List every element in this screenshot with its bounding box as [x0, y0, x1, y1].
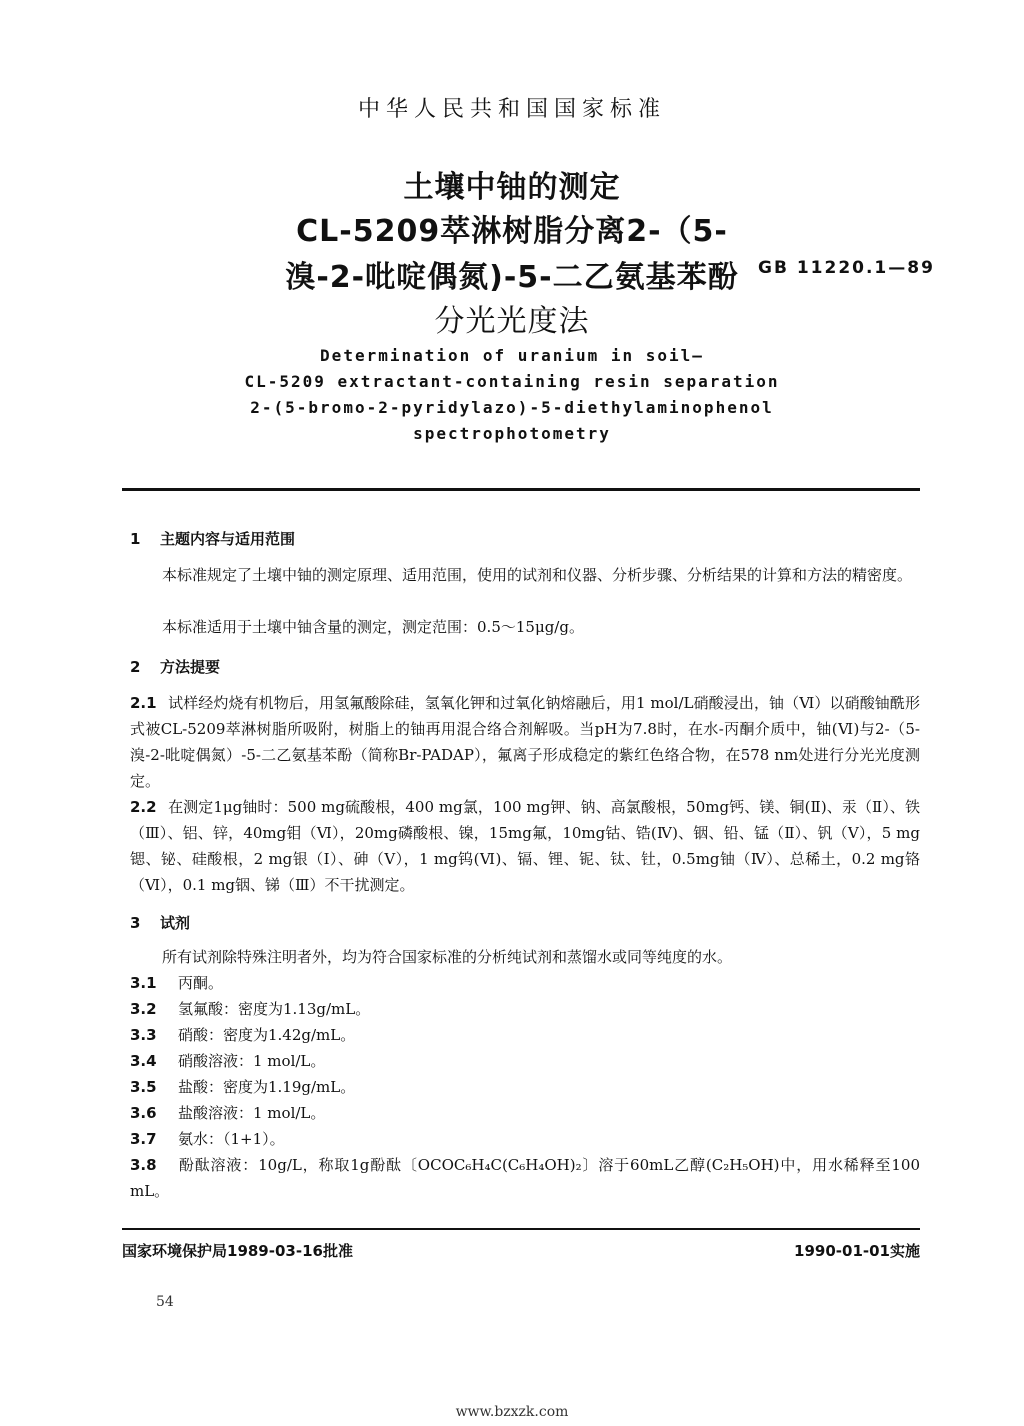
item-text: 氢氟酸：密度为1.13g/mL。 [178, 1000, 371, 1018]
page-number: 54 [156, 1294, 174, 1310]
reagent-item [130, 1126, 920, 1152]
website-watermark: www.bzxzk.com [455, 1404, 569, 1420]
reagent-item [130, 1022, 920, 1048]
section-1-heading [130, 528, 295, 549]
section-title: 试剂 [160, 914, 191, 932]
english-title-line-3: 2-(5-bromo-2-pyridylazo)-5-diethylaminophenol [250, 398, 774, 417]
item-number: 3.5 [130, 1078, 157, 1096]
effective-date: 1990-01-01实施 [794, 1242, 920, 1260]
item-number: 3.7 [130, 1130, 157, 1148]
clause-number: 2.2 [130, 798, 157, 816]
clause-2-1 [130, 690, 920, 794]
item-number: 3.1 [130, 974, 157, 992]
item-number: 3.4 [130, 1052, 157, 1070]
item-text: 硝酸：密度为1.42g/mL。 [178, 1026, 356, 1044]
section-2-heading [130, 656, 220, 677]
section-number: 2 [130, 658, 141, 676]
english-title-line-2: CL-5209 extractant-containing resin separation [244, 372, 780, 391]
item-number: 3.6 [130, 1104, 157, 1122]
reagent-item [130, 1100, 920, 1126]
footer-divider [122, 1228, 920, 1230]
title-line-2: CL-5209萃淋树脂分离2-（5- [296, 214, 728, 249]
item-text: 盐酸：密度为1.19g/mL。 [178, 1078, 356, 1096]
item-number: 3.3 [130, 1026, 157, 1044]
section-number: 3 [130, 914, 141, 932]
item-text: 丙酮。 [178, 974, 224, 992]
item-text: 硝酸溶液：1 mol/L。 [178, 1052, 326, 1070]
clause-text: 在测定1μg铀时：500 mg硫酸根，400 mg氯，100 mg钾、钠、高氯酸根，50mg钙、镁、铜(Ⅱ)、汞（Ⅱ）、铁（Ⅲ）、铝、锌，40mg钼（Ⅵ），20mg磷酸根、镍，15mg氟，10mg钴、锆(Ⅳ)、铟、铅、锰（Ⅱ）、钒（Ⅴ），5 mg锶、铋、硅酸根，2 mg银（Ⅰ）、砷（Ⅴ），1 mg钨(Ⅵ)、镉、锂、铌、钛、钍，0.5mg铀（Ⅳ）、总稀土，0.2 mg铬（Ⅵ），0.1 mg铟、锑（Ⅲ）不干扰测定。 [130, 798, 920, 894]
section-number: 1 [130, 530, 141, 548]
english-title-line-4: spectrophotometry [413, 424, 611, 443]
section-title: 主题内容与适用范围 [160, 530, 296, 548]
title-line-4: 分光光度法 [434, 304, 590, 339]
section-title: 方法提要 [160, 658, 221, 676]
item-number: 3.2 [130, 1000, 157, 1018]
approval-date: 国家环境保护局1989-03-16批准 [122, 1242, 353, 1260]
english-title-line-1: Determination of uranium in soil— [320, 346, 704, 365]
item-text: 盐酸溶液：1 mol/L。 [178, 1104, 326, 1122]
clause-2-2 [130, 794, 920, 898]
reagent-item [130, 1048, 920, 1074]
clause-number: 2.1 [130, 694, 157, 712]
reagent-item [130, 996, 920, 1022]
title-divider [122, 488, 920, 491]
standard-number: GB 11220.1—89 [758, 258, 935, 278]
item-number: 3.8 [130, 1156, 157, 1174]
section-1-paragraph-2: 本标准适用于土壤中铀含量的测定，测定范围：0.5～15μg/g。 [162, 618, 584, 636]
reagent-item [130, 970, 920, 996]
title-line-3: 溴-2-吡啶偶氮)-5-二乙氨基苯酚 [285, 260, 739, 295]
title-line-1: 土壤中铀的测定 [403, 170, 621, 205]
clause-text: 试样经灼烧有机物后，用氢氟酸除硅，氢氧化钾和过氧化钠熔融后，用1 mol/L硝酸浸出，铀（Ⅵ）以硝酸铀酰形式被CL-5209萃淋树脂所吸附，树脂上的铀再用混合络合剂解吸。当pH为7.8时，在水-丙酮介质中，铀(Ⅵ)与2-（5-溴-2-吡啶偶氮）-5-二乙氨基苯酚（简称Br-PADAP），氟离子形成稳定的紫红色络合物，在578 nm处进行分光光度测定。 [130, 694, 920, 790]
section-3-heading [130, 912, 190, 933]
issuing-body-header: 中华人民共和国国家标准 [357, 97, 666, 122]
reagent-item-3-8 [130, 1152, 920, 1204]
section-3-intro: 所有试剂除特殊注明者外，均为符合国家标准的分析纯试剂和蒸馏水或同等纯度的水。 [162, 948, 733, 966]
section-1-paragraph-1: 本标准规定了土壤中铀的测定原理、适用范围，使用的试剂和仪器、分析步骤、分析结果的计算和方法的精密度。 [162, 566, 913, 584]
item-text: 酚酞溶液：10g/L，称取1g酚酞〔OCOC₆H₄C(C₆H₄OH)₂〕溶于60mL乙醇(C₂H₅OH)中，用水稀释至100 mL。 [130, 1156, 920, 1200]
item-text: 氨水：（1+1）。 [178, 1130, 285, 1148]
reagent-item [130, 1074, 920, 1100]
